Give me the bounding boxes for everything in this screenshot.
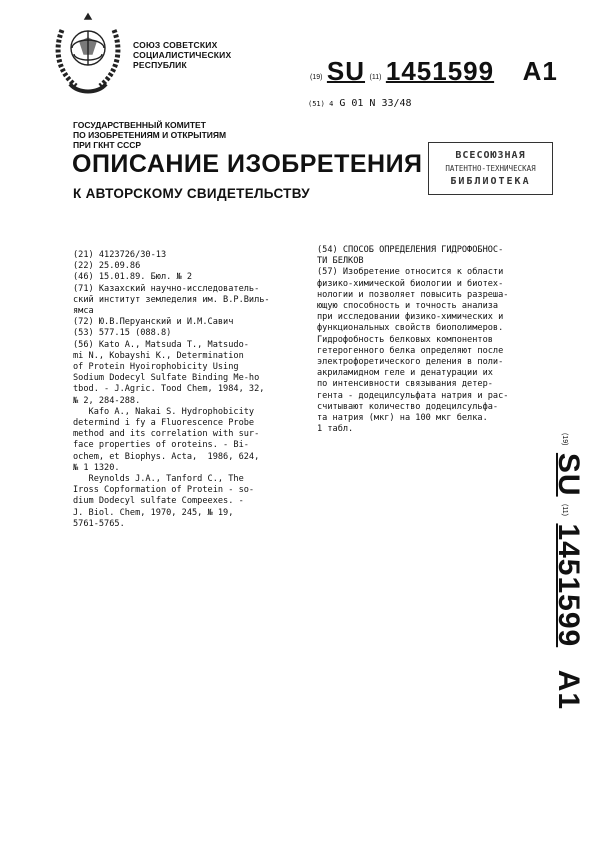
bibliographic-line: of Protein Hyoirophobicity Using: [73, 362, 239, 373]
union-line: СОЮЗ СОВЕТСКИХ: [133, 40, 218, 50]
side-document-identifier: [545, 430, 585, 710]
abstract-line: гетерогенного белка определяют после: [317, 345, 504, 356]
bibliographic-line: (53) 577.15 (088.8): [73, 328, 172, 339]
bibliographic-line: (46) 15.01.89. Бюл. № 2: [73, 272, 192, 283]
abstract-line: физико-химической биологии и биотех-: [317, 278, 504, 289]
country-code-tag: (19): [310, 74, 323, 81]
bibliographic-line: (22) 25.09.86: [73, 261, 141, 272]
abstract-line: Гидрофобность белковых компонентов: [317, 334, 493, 345]
bibliographic-line: tbod. - J.Agric. Tood Chem, 1984, 32,: [73, 384, 265, 395]
union-name: [133, 40, 293, 70]
abstract-line: гента - додецилсульфата натрия и рас-: [317, 390, 509, 401]
abstract-line: ющую способность и точность анализа: [317, 301, 499, 312]
bibliographic-line: (21) 4123726/30-13: [73, 250, 167, 260]
union-line: СОЦИАЛИСТИЧЕСКИХ: [133, 50, 232, 60]
bibliographic-data: [73, 250, 305, 530]
committee-line: ГОСУДАРСТВЕННЫЙ КОМИТЕТ: [73, 120, 206, 130]
bibliographic-line: (56) Kato A., Matsuda T., Matsudo-: [73, 339, 249, 350]
bibliographic-line: № 1 1320.: [73, 462, 120, 473]
bibliographic-line: 5761-5765.: [73, 518, 125, 529]
bibliographic-line: Iross Copformation of Protein - so-: [73, 485, 255, 496]
kind-code: A1: [522, 56, 558, 86]
library-stamp: [428, 142, 553, 195]
abstract-line: считывают количество додецилсульфа-: [317, 401, 499, 412]
state-emblem-icon: [52, 10, 124, 96]
side-country-code: SU: [552, 452, 585, 497]
abstract-line: при исследовании физико-химических и: [317, 312, 504, 323]
bibliographic-line: ochem, et Biophys. Acta, 1986, 624,: [73, 451, 260, 462]
bibliographic-line: method and its correlation with sur-: [73, 429, 260, 440]
document-title: ОПИСАНИЕ ИЗОБРЕТЕНИЯ: [72, 150, 423, 178]
bibliographic-line: face properties of oroteins. - Bi-: [73, 440, 249, 451]
bibliographic-line: Sodium Dodecyl Sulfate Binding Me-ho: [73, 373, 260, 384]
bibliographic-line: (71) Казахский научно-исследователь-: [73, 283, 260, 294]
bibliographic-line: ямса: [73, 306, 94, 317]
side-number-tag: (11): [561, 504, 568, 516]
side-kind-code: A1: [552, 669, 585, 711]
ipc-code: G 01 N 33/48: [339, 98, 412, 109]
abstract-line: нологии и позволяет повысить разреша-: [317, 289, 509, 300]
bibliographic-line: dium Dodecyl sulfate Compeexes. -: [73, 496, 244, 507]
union-line: РЕСПУБЛИК: [133, 60, 187, 70]
ipc-classification: [308, 98, 412, 109]
side-country-tag: (19): [561, 433, 568, 446]
committee-line: ПО ИЗОБРЕТЕНИЯМ И ОТКРЫТИЯМ: [73, 130, 227, 140]
ipc-tag: (51) 4: [308, 100, 334, 108]
document-identifier: [310, 56, 558, 87]
document-subtitle: К АВТОРСКОМУ СВИДЕТЕЛЬСТВУ: [73, 186, 310, 201]
stamp-line: ПАТЕНТНО-ТЕХНИЧЕСКАЯ: [445, 164, 536, 173]
bibliographic-line: № 2, 284-288.: [73, 395, 141, 406]
abstract-line: по интенсивности связывания детер-: [317, 379, 493, 390]
bibliographic-line: (72) Ю.В.Перуанский и И.М.Савич: [73, 317, 234, 328]
abstract-line: электрофоретического деления в поли-: [317, 357, 504, 368]
abstract-line: ТИ БЕЛКОВ: [317, 256, 364, 267]
country-code: SU: [326, 56, 366, 86]
bibliographic-line: determind i fy a Fluorescence Probe: [73, 418, 255, 429]
abstract-line: акриламидном геле и денатурации их: [317, 368, 493, 379]
side-doc-number: 1451599: [552, 523, 585, 648]
abstract-line: (54) СПОСОБ ОПРЕДЕЛЕНИЯ ГИДРОФОБНОС-: [317, 245, 504, 255]
abstract-line: 1 табл.: [317, 424, 354, 435]
doc-number-tag: (11): [369, 74, 382, 81]
stamp-line: БИБЛИОТЕКА: [450, 176, 531, 187]
bibliographic-line: mi N., Kobayshi K., Determination: [73, 350, 244, 361]
committee-name: [73, 120, 313, 150]
doc-number: 1451599: [385, 56, 495, 86]
stamp-line: ВСЕСОЮЗНАЯ: [455, 150, 526, 161]
bibliographic-line: Kafo A., Nakai S. Hydrophobicity: [73, 406, 255, 417]
bibliographic-line: ский институт земледелия им. В.Р.Виль-: [73, 294, 270, 305]
abstract: [317, 245, 547, 435]
abstract-line: функциональных свойств биополимеров.: [317, 323, 504, 334]
abstract-line: та натрия (мкг) на 100 мкг белка.: [317, 413, 488, 424]
abstract-line: (57) Изобретение относится к области: [317, 267, 504, 278]
bibliographic-line: Reynolds J.A., Tanford C., The: [73, 474, 244, 485]
bibliographic-line: J. Biol. Chem, 1970, 245, № 19,: [73, 507, 234, 518]
committee-line: ПРИ ГКНТ СССР: [73, 140, 142, 150]
